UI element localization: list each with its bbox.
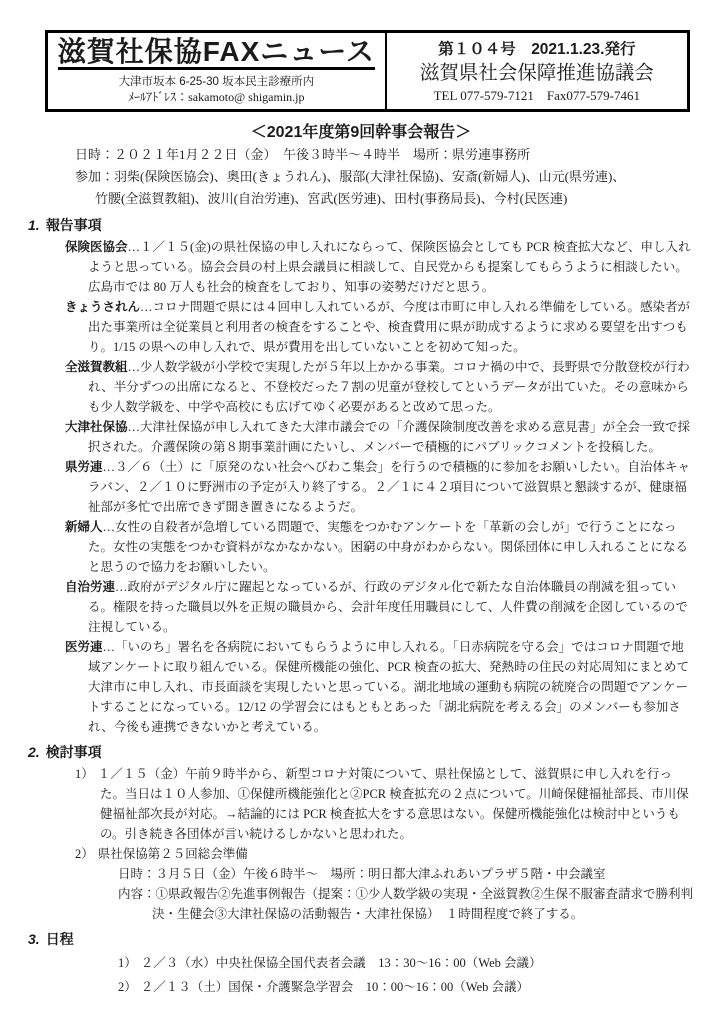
participants-line-1: 参加：羽柴(保険医協会)、奥田(きょうれん)、服部(大津社保協)、安斎(新婦人)、山元(県労連)、 — [75, 169, 626, 184]
address-line: 大津市坂本 6-25-30 坂本民主診療所内 — [118, 76, 315, 89]
section-2-number: 2. — [28, 744, 40, 760]
section-3-heading — [28, 929, 694, 949]
report-item-jichiroren: 自治労連…政府がデジタル庁に躍起となっているが、行政のデジタル化で新たな自治体職員の削減を狙っている。権限を持った職員以外を正規の職員から、会計年度任用職員にして、人件費の削減を企図しているので注視している。 — [65, 580, 688, 634]
email-line: ﾒｰﾙｱﾄﾞﾚｽ：sakamoto@ shigamin.jp — [128, 90, 305, 105]
tel-fax-line: TEL 077-579-7121 Fax077-579-7461 — [433, 87, 641, 103]
discussion-item-1: 1） １／１５（金）午前９時半から、新型コロナ対策について、県社保協として、滋賀県に申し入れを行った。当日は１０人参加、①保健所機能強化と②PCR 検査拡充の２点について。川崎保健福祉部長、市川保健福祉部次長が対応。→結論的には PCR 検査拡大をする意思はない。保健所機能強化は検討中というもの。引き続き各団体が言い続けるしかないと思われた。 — [75, 767, 689, 841]
masthead-right — [387, 33, 687, 109]
section-1-number: 1. — [28, 217, 40, 233]
report-title: ＜2021年度第9回幹事会報告＞ — [250, 124, 472, 141]
section-3-body — [28, 951, 694, 999]
report-item-zenshiga: 全滋賀教組…少人数学級が小学校で実現したが５年以上かかる事業。コロナ禍の中で、長野県で分散登校が行われ、半分ずつの出席になると、不登校だった７割の児童が登校してというデータが出ていた。その意味からも少人数学級を、中学や高校にも広げてゆく必要があると改めて思った。 — [65, 360, 690, 414]
masthead-box — [45, 30, 690, 112]
section-1-heading — [28, 215, 694, 235]
issue-line: 第１０４号 2021.1.23.発行 — [438, 41, 636, 58]
discussion-item-2: 2） 県社保協第２５回総会準備 — [75, 847, 248, 861]
report-item-otsu: 大津社保協…大津社保協が申し入れてきた大津市議会での「介護保険制度改善を求める意見書」が全会一致で採択された。介護保険の第８期事業計画にたいし、メンバーで積極的にパブリックコメントを投稿した。 — [65, 420, 691, 454]
section-3-title: 日程 — [45, 931, 74, 947]
schedule-item-1: 1） ２／３（水）中央社保協全国代表者会議 13：30～16：00（Web 会議） — [118, 956, 542, 970]
section-2-body — [28, 764, 694, 924]
assembly-content-line: 内容：①県政報告②先進事例報告（提案：①少人数学級の実現・全滋賀教②生保不服審査請求で勝利判決・生健会③大津社保協の活動報告・大津社保協） １時間程度で終了する。 — [118, 887, 694, 921]
section-1-title: 報告事項 — [45, 217, 102, 233]
organization-name: 滋賀県社会保障推進協議会 — [419, 62, 654, 85]
section-1-body — [28, 237, 694, 737]
datetime-line: 日時：２０２１年1月２２日（金） 午後３時半～４時半 場所：県労連事務所 — [75, 147, 531, 162]
masthead-left — [48, 33, 387, 109]
assembly-datetime-line: 日時：３月５日（金）午後６時半～ 場所：明日都大津ふれあいプラザ５階・中会議室 — [118, 867, 606, 881]
section-2-title: 検討事項 — [45, 744, 102, 760]
report-item-hokeni: 保険医協会…１／１５(金)の県社保協の申し入れにならって、保険医協会としても PCR 検査拡大など、申し入れようと思っている。協会会員の村上県会議員に相談して、自民党からも提案してもらうように相談したい。広島市では 80 万人も社会的検査をしており、知事の姿勢だけだと思う。 — [65, 240, 691, 294]
report-item-kyosaren: きょうされん…コロナ問題で県には４回申し入れているが、今度は市町に申し入れる準備をしている。感染者が出た事業所は全従業員と利用者の検査をすることや、検査費用に県が助成するように求める要望を出すつもり。1/15 の県への申し入れで、県が費用を出していないことを初めて知った。 — [65, 300, 691, 354]
report-item-iroren: 医労連…「いのち」署名を各病院においてもらうように申し入れる。「日赤病院を守る会」ではコロナ問題で地域アンケートに取り組んでいる。保健所機能の強化、PCR 検査の拡大、発熱時の住民の対応周知にまとめて大津市に申し入れ、市長面談を実現したいと思っている。湖北地域の運動も病院の統廃合の問題でアンケートすることになっている。12/12 の学習会にはもともとあった「湖北病院を考える会」のメンバーも参加され、今後も連携できないかと考えている。 — [65, 640, 690, 734]
section-3-number: 3. — [28, 931, 40, 947]
report-item-kenroren: 県労連…３／６（土）に「原発のない社会へびわこ集会」を行うので積極的に参加をお願いしたい。自治体キャラバン、２／１０に野洲市の予定が入り終了する。２／１に４２項目について滋賀県と懇談するが、健康福祉部が多忙で出席できず聞き置きになるようだ。 — [65, 460, 691, 514]
newsletter-title: 滋賀社保協FAXニュース — [58, 37, 375, 70]
meeting-meta — [28, 144, 694, 210]
section-2-heading — [28, 742, 694, 762]
participants-line-2: 竹腰(全滋賀教組)、波川(自治労連)、宮武(医労連)、田村(事務局長)、今村(民医連) — [95, 191, 568, 206]
schedule-item-2: 2） ２／１３（土）国保・介護緊急学習会 10：00～16：00（Web 会議） — [118, 980, 529, 994]
report-item-shinfujin: 新婦人…女性の自殺者が急増している問題で、実態をつかむアンケートを「革新の会しが」で行うことになった。女性の実態をつかむ資料がなかなかない。困窮の中身がわからない。関係団体に申し入れることになると思うので協力をお願いしたい。 — [65, 520, 689, 574]
